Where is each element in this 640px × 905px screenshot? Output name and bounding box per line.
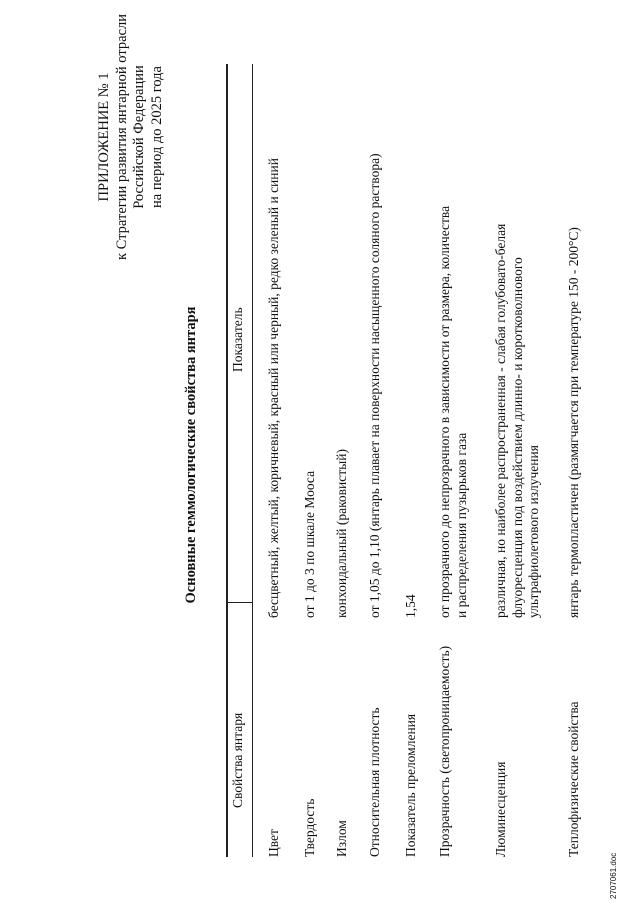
property-cell: Люминесценция [493, 761, 508, 857]
header-line: к Стратегии развития янтарной отрасли [113, 14, 130, 260]
value-line: флуоресценция под воздействием длинно- и коротковолнового [509, 257, 525, 618]
property-cell: Теплофизические свойства [566, 701, 581, 857]
header-line: Российской Федерации [131, 65, 147, 209]
value-cell [266, 158, 283, 618]
table-top-rule [226, 64, 228, 857]
value-line: от прозрачного до непрозрачного в зависимости от размера, количества [437, 205, 452, 618]
value-cell [403, 594, 420, 618]
column-header-property: Свойства янтаря [230, 712, 245, 808]
value-line: от 1,05 до 1,10 (янтарь плавает на поверхности насыщенного соляного раствора) [367, 153, 382, 618]
document-filename: 2707061.doc [609, 852, 618, 899]
table-column-divider [226, 602, 252, 603]
value-line: различная, но наиболее распространенная - слабая голубовато-белая [493, 223, 508, 618]
property-cell: Излом [334, 820, 349, 857]
value-cell [367, 153, 384, 618]
value-cell [566, 227, 583, 618]
value-line: янтарь термопластичен (размягчается при температуре 150 - 200°С) [566, 227, 581, 618]
value-line: от 1 до 3 по шкале Мооса [302, 470, 317, 618]
property-cell: Показатель преломления [403, 713, 418, 857]
table-header-rule [252, 64, 253, 857]
value-line: и распределения пузырьков газа [453, 432, 469, 618]
property-cell: Прозрачность (светопроницаемость) [437, 645, 452, 857]
value-cell [334, 449, 351, 618]
table-title: Основные геммологические свойства янтаря [183, 306, 199, 604]
value-cell [493, 224, 543, 618]
column-header-value: Показатель [230, 307, 245, 372]
appendix-header [96, 0, 166, 297]
value-cell [437, 206, 470, 618]
property-cell: Цвет [266, 829, 281, 857]
header-line: на период до 2025 года [148, 66, 165, 208]
value-line: бесцветный, желтый, коричневый, красный или черный, редко зеленый и синий [266, 158, 281, 618]
header-line: ПРИЛОЖЕНИЕ № 1 [96, 72, 112, 202]
value-line: ультрафиолетового излучения [526, 445, 541, 618]
value-line: конхоидальный (раковистый) [334, 449, 349, 618]
property-cell: Твердость [302, 798, 317, 857]
value-line: 1,54 [403, 594, 418, 618]
property-cell: Относительная плотность [367, 707, 382, 857]
value-cell [302, 471, 319, 618]
